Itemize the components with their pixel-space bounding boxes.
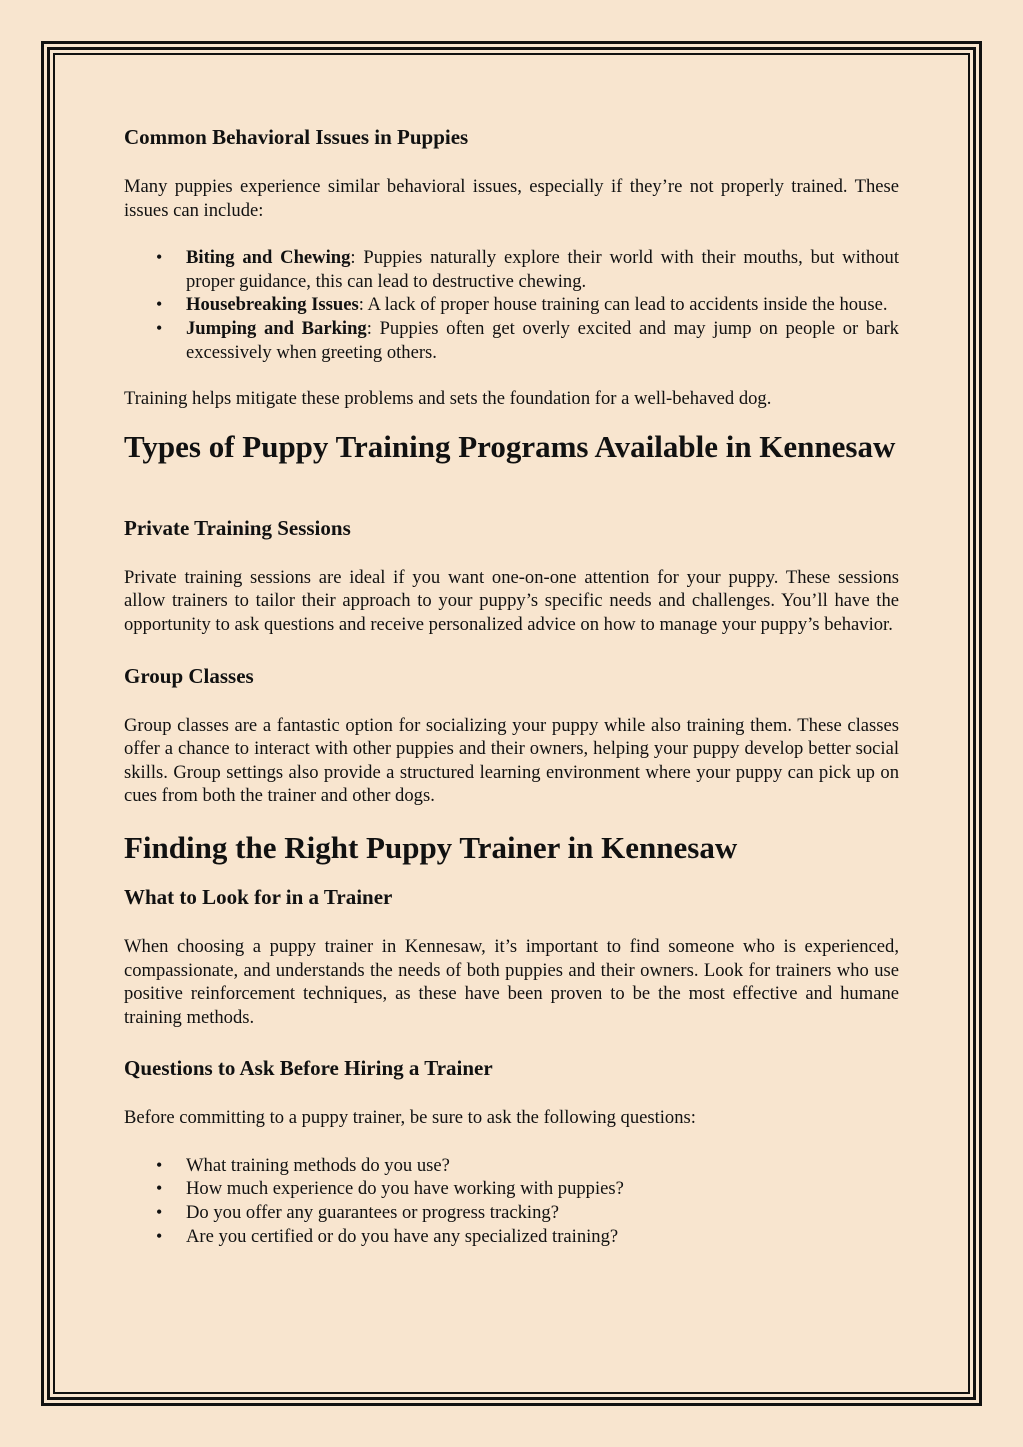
issues-intro: Many puppies experience similar behavioral issues, especially if they’re not properly trained. These issues can include: bbox=[124, 176, 899, 221]
list-item: • Do you offer any guarantees or progress tracking? bbox=[186, 1201, 899, 1225]
list-item: • What training methods do you use? bbox=[186, 1154, 899, 1178]
document-body bbox=[124, 124, 899, 1248]
list-item: • How much experience do you have working with puppies? bbox=[186, 1177, 899, 1201]
heading-types-of-programs: Types of Puppy Training Programs Available in Kennesaw bbox=[124, 428, 896, 464]
list-item: • Are you certified or do you have any specialized training? bbox=[186, 1225, 899, 1249]
heading-common-behavioral-issues: Common Behavioral Issues in Puppies bbox=[124, 125, 469, 149]
heading-group-classes: Group Classes bbox=[124, 663, 254, 688]
issue-desc: : Puppies naturally explore their world with their mouths, but without proper guidance, this can lead to destructive chewing. bbox=[186, 247, 899, 292]
questions-list bbox=[124, 1154, 899, 1248]
heading-what-to-look-for: What to Look for in a Trainer bbox=[124, 884, 393, 909]
issue-term: Housebreaking Issues bbox=[186, 294, 359, 316]
private-training-text: Private training sessions are ideal if you want one-on-one attention for your puppy. These sessions allow trainers to tailor their approach to your puppy’s specific needs and challenges. You’ll have the opportunity to ask questions and receive personalized advice on how to manage your puppy’s behavior. bbox=[124, 566, 899, 635]
issue-term: Jumping and Barking bbox=[186, 317, 367, 339]
issues-list bbox=[124, 246, 899, 364]
list-item bbox=[186, 293, 899, 317]
issue-desc: : Puppies often get overly excited and may jump on people or bark excessively when greeting others. bbox=[186, 317, 899, 363]
heading-questions-to-ask: Questions to Ask Before Hiring a Trainer bbox=[124, 1056, 493, 1081]
issue-desc: : A lack of proper house training can lead to accidents inside the house. bbox=[358, 294, 888, 316]
list-item bbox=[186, 246, 899, 293]
issues-outro: Training helps mitigate these problems and sets the foundation for a well-behaved dog. bbox=[124, 388, 772, 410]
issue-term: Biting and Chewing bbox=[186, 247, 351, 269]
heading-private-training: Private Training Sessions bbox=[124, 515, 351, 540]
what-to-look-for-text: When choosing a puppy trainer in Kennesaw, it’s important to find someone who is experienced, compassionate, and understands the needs of both puppies and their owners. Look for trainers who use positive reinforcement techniques, as these have been proven to be the most effective and humane training methods. bbox=[124, 935, 899, 1028]
group-classes-text: Group classes are a fantastic option for socializing your puppy while also training them. These classes offer a chance to interact with other puppies and their owners, helping your puppy develop better social skills. Group settings also provide a structured learning environment where your puppy can pick up on cues from both the trainer and other dogs. bbox=[124, 714, 899, 807]
questions-intro: Before committing to a puppy trainer, be sure to ask the following questions: bbox=[124, 1107, 696, 1129]
list-item bbox=[186, 317, 899, 364]
heading-finding-trainer: Finding the Right Puppy Trainer in Kennesaw bbox=[124, 829, 738, 865]
